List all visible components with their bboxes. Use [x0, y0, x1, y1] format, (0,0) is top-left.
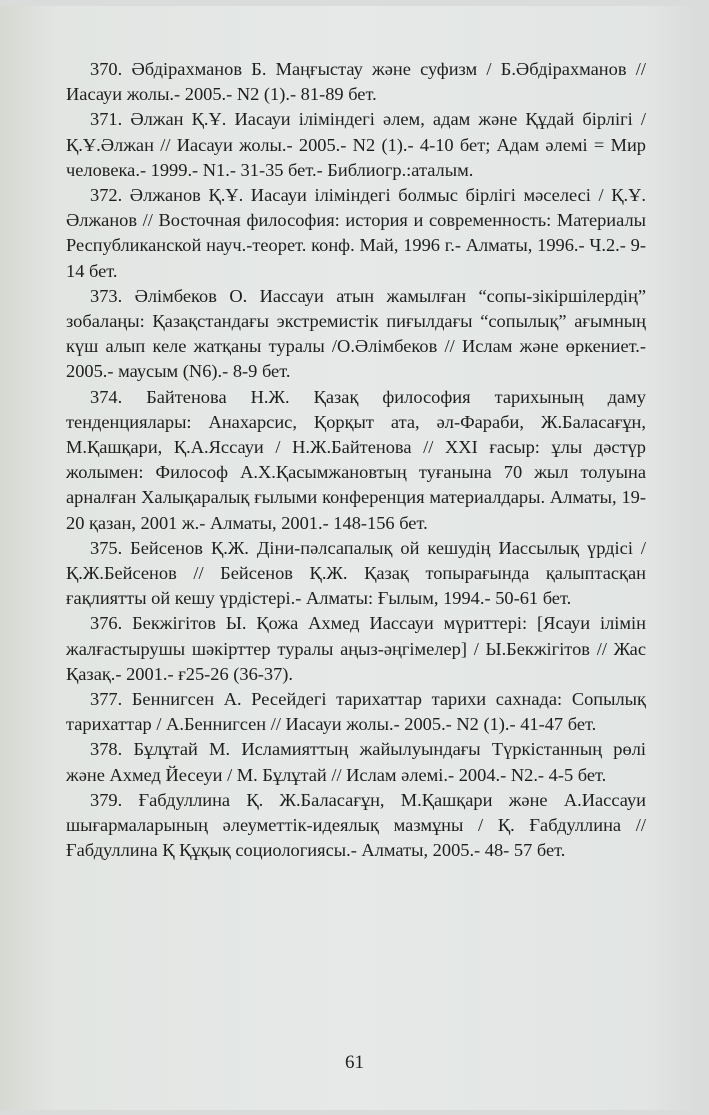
bibliography-entry-376: 376. Бекжігітов Ы. Қожа Ахмед Иассауи мүриттері: [Ясауи ілімін жалғастырушы шәкірттер туралы аңыз-әңгімелер] / Ы.Бекжігітов // Жас Қазақ.- 2001.- ғ25-26 (36-37).	[66, 613, 646, 684]
document-page	[0, 6, 702, 1110]
bibliography-entry-375: 375. Бейсенов Қ.Ж. Діни-пәлсапалық ой кешудің Иассылық үрдісі / Қ.Ж.Бейсенов // Бейсенов Қ.Ж. Қазақ топырағында қалыптасқан ғақлиятты ой кешу үрдістері.- Алматы: Ғылым, 1994.- 50-61 бет.	[66, 537, 646, 609]
bibliography-entry-377: 377. Беннигсен А. Ресейдегі тарихаттар тарихи сахнада: Сопылық тарихаттар / А.Беннигсен // Иасауи жолы.- 2005.- N2 (1).- 41-47 бет.	[66, 689, 646, 735]
bibliography-entry-374: 374. Байтенова Н.Ж. Қазақ философия тарихының даму тенденциялары: Анахарсис, Қорқыт ата, әл-Фараби, Ж.Баласағұн, М.Қашқари, Қ.А.Яссауи / Н.Ж.Байтенова // XXI ғасыр: ұлы дәстүр жолымен: Философ А.Х.Қасымжановтың туғанына 70 жыл толуына арналған Халықаралық ғылыми конференция материалдары. Алматы, 19-20 қазан, 2001 ж.- Алматы, 2001.- 148-156 бет.	[66, 386, 646, 533]
bibliography-entry-378: 378. Бұлұтай М. Исламияттың жайылуындағы Түркістанның рөлі және Ахмед Йесеуи / М. Бұлұтай // Ислам әлемі.- 2004.- N2.- 4-5 бет.	[66, 739, 646, 785]
bibliography-entry-372: 372. Әлжанов Қ.Ұ. Иасауи іліміндегі болмыс бірлігі мәселесі / Қ.Ұ. Әлжанов // Восточная философия: история и современность: Материалы Республиканской науч.-теорет. конф. Май, 1996 г.- Алматы, 1996.- Ч.2.- 9-14 бет.	[66, 185, 646, 281]
bibliography-entry-371: 371. Әлжан Қ.Ұ. Иасауи іліміндегі әлем, адам және Құдай бірлігі / Қ.Ұ.Әлжан // Иасауи жолы.- 2005.- N2 (1).- 4-10 бет; Адам әлемі = Мир человека.- 1999.- N1.- 31-35 бет.- Библиогр.:аталым.	[66, 109, 646, 180]
page-number: 61	[345, 1052, 364, 1073]
bibliography-entry-370: 370. Әбдірахманов Б. Маңғыстау және суфизм / Б.Әбдірахманов // Иасауи жолы.- 2005.- N2 (1).- 81-89 бет.	[66, 59, 646, 105]
bibliography-entry-373: 373. Әлімбеков О. Иассауи атын жамылған “сопы-зікіршілердің” зобалаңы: Қазақстандағы экстремистік пиғылдағы “сопылық” ағымның күш алып келе жатқаны туралы /О.Әлімбеков // Ислам және өркениет.- 2005.- маусым (N6).- 8-9 бет.	[66, 285, 646, 382]
bibliography-entry-379: 379. Ғабдуллина Қ. Ж.Баласағұн, М.Қашқари және А.Иассауи шығармаларының әлеуметтік-идеялық мазмұны / Қ. Ғабдуллина // Ғабдуллина Қ Құқық социологиясы.- Алматы, 2005.- 48- 57 бет.	[66, 789, 646, 861]
bibliography-list	[66, 57, 646, 864]
